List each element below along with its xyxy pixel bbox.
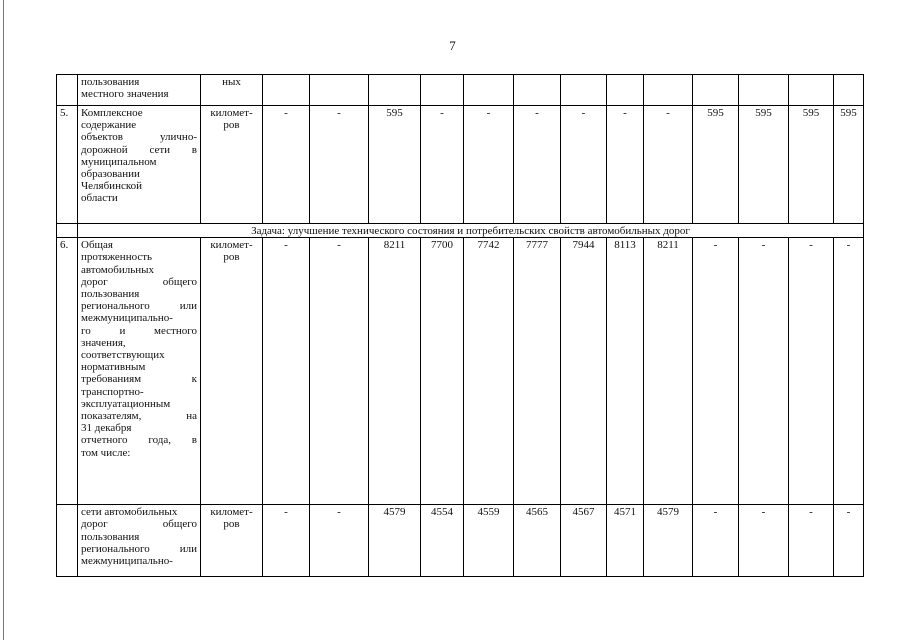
indicators-table	[56, 74, 864, 577]
cell-value	[561, 75, 607, 106]
page-edge-rule	[3, 0, 4, 640]
cell-value: 8211	[644, 238, 693, 505]
cell-value: 7944	[561, 238, 607, 505]
cell-value: 8113	[607, 238, 644, 505]
cell-value: -	[263, 106, 310, 224]
table-row-task	[57, 224, 864, 238]
cell-value: -	[263, 505, 310, 577]
name-line: дорог общего	[81, 518, 197, 531]
cell-value: 4567	[561, 505, 607, 577]
cell-value: -	[834, 238, 864, 505]
task-heading: Задача: улучшение технического состояния и потребительских свойств автомобильных дорог	[78, 224, 864, 238]
name-line: объектов улично-	[81, 131, 197, 144]
cell-value: -	[263, 238, 310, 505]
cell-value: 7742	[464, 238, 514, 505]
cell-value: 595	[789, 106, 834, 224]
name-line: 31 декабря	[81, 422, 132, 435]
cell-value: 595	[834, 106, 864, 224]
unit-line: километ-	[210, 506, 253, 519]
cell-indicator-name	[78, 238, 201, 505]
name-line: пользования	[81, 530, 140, 543]
cell-value: 595	[693, 106, 739, 224]
unit-line: ров	[223, 251, 240, 264]
cell-value: -	[310, 505, 369, 577]
name-line: го и местного	[81, 324, 197, 337]
name-line: отчетного года, в	[81, 434, 197, 447]
cell-value: -	[607, 106, 644, 224]
name-line: муниципальном	[81, 155, 157, 168]
cell-value: 4579	[369, 505, 421, 577]
cell-value: -	[310, 106, 369, 224]
unit-line: ров	[223, 518, 240, 531]
cell-value	[834, 75, 864, 106]
cell-value: -	[514, 106, 561, 224]
cell-value: 4565	[514, 505, 561, 577]
name-line: нормативным	[81, 361, 146, 374]
cell-value	[739, 75, 789, 106]
name-line: дорог общего	[81, 275, 197, 288]
name-line: автомобильных	[81, 263, 154, 276]
name-line: регионального или	[81, 300, 197, 313]
cell-value: 7777	[514, 238, 561, 505]
name-line: показателям, на	[81, 410, 197, 423]
cell-value: 595	[369, 106, 421, 224]
cell-value	[789, 75, 834, 106]
name-line: Общая	[81, 239, 113, 252]
cell-value	[514, 75, 561, 106]
name-line: пользования	[81, 288, 140, 301]
cell-value: -	[739, 505, 789, 577]
cell-value: 4571	[607, 505, 644, 577]
name-line: местного значения	[81, 88, 169, 101]
name-line: регионального или	[81, 542, 197, 555]
cell-number: 6.	[57, 238, 78, 505]
cell-value: 4559	[464, 505, 514, 577]
table-row-6	[57, 238, 864, 505]
unit-line: километ-	[210, 107, 253, 119]
table-row-5	[57, 106, 864, 224]
name-line: межмуниципально-	[81, 312, 173, 325]
name-line: образовании	[81, 168, 140, 181]
cell-indicator-name	[78, 505, 201, 577]
cell-value	[693, 75, 739, 106]
cell-number	[57, 224, 78, 238]
cell-number	[57, 505, 78, 577]
name-line: содержание	[81, 119, 137, 132]
name-line: требованиям к	[81, 373, 197, 386]
cell-value: -	[834, 505, 864, 577]
cell-number	[57, 75, 78, 106]
cell-value	[421, 75, 464, 106]
unit-line: километ-	[210, 239, 253, 252]
cell-value: -	[789, 505, 834, 577]
cell-value	[644, 75, 693, 106]
name-line: соответствующих	[81, 349, 165, 362]
cell-value: 4579	[644, 505, 693, 577]
cell-value: 8211	[369, 238, 421, 505]
name-line: эксплуатационным	[81, 397, 171, 410]
cell-value: -	[464, 106, 514, 224]
unit-line: ров	[223, 119, 240, 132]
cell-value: -	[644, 106, 693, 224]
cell-value: -	[421, 106, 464, 224]
cell-value	[310, 75, 369, 106]
cell-unit	[201, 75, 263, 106]
name-line: транспортно-	[81, 385, 144, 398]
name-line: межмуниципально-	[81, 555, 173, 568]
cell-value: -	[693, 505, 739, 577]
name-line: том числе:	[81, 446, 131, 459]
table-row-continuation	[57, 75, 864, 106]
name-line: дорожной сети в	[81, 143, 197, 156]
cell-value	[369, 75, 421, 106]
table-row-subitem	[57, 505, 864, 577]
name-line: протяженность	[81, 251, 153, 264]
name-line: Челябинской	[81, 180, 143, 193]
cell-indicator-name	[78, 75, 201, 106]
name-line: значения,	[81, 336, 126, 349]
cell-value: -	[561, 106, 607, 224]
unit-line: ных	[222, 76, 241, 88]
cell-value: -	[739, 238, 789, 505]
cell-number: 5.	[57, 106, 78, 224]
cell-value	[607, 75, 644, 106]
name-line: Комплексное	[81, 107, 143, 119]
cell-indicator-name	[78, 106, 201, 224]
cell-value: 595	[739, 106, 789, 224]
cell-unit	[201, 106, 263, 224]
cell-value	[464, 75, 514, 106]
name-line: сети автомобильных	[81, 506, 178, 519]
cell-value	[263, 75, 310, 106]
cell-unit	[201, 505, 263, 577]
cell-value: -	[693, 238, 739, 505]
cell-value: 4554	[421, 505, 464, 577]
name-line: пользования	[81, 76, 140, 88]
page-number: 7	[449, 38, 456, 53]
cell-unit	[201, 238, 263, 505]
cell-value: -	[789, 238, 834, 505]
cell-value: 7700	[421, 238, 464, 505]
cell-value: -	[310, 238, 369, 505]
name-line: области	[81, 192, 118, 205]
